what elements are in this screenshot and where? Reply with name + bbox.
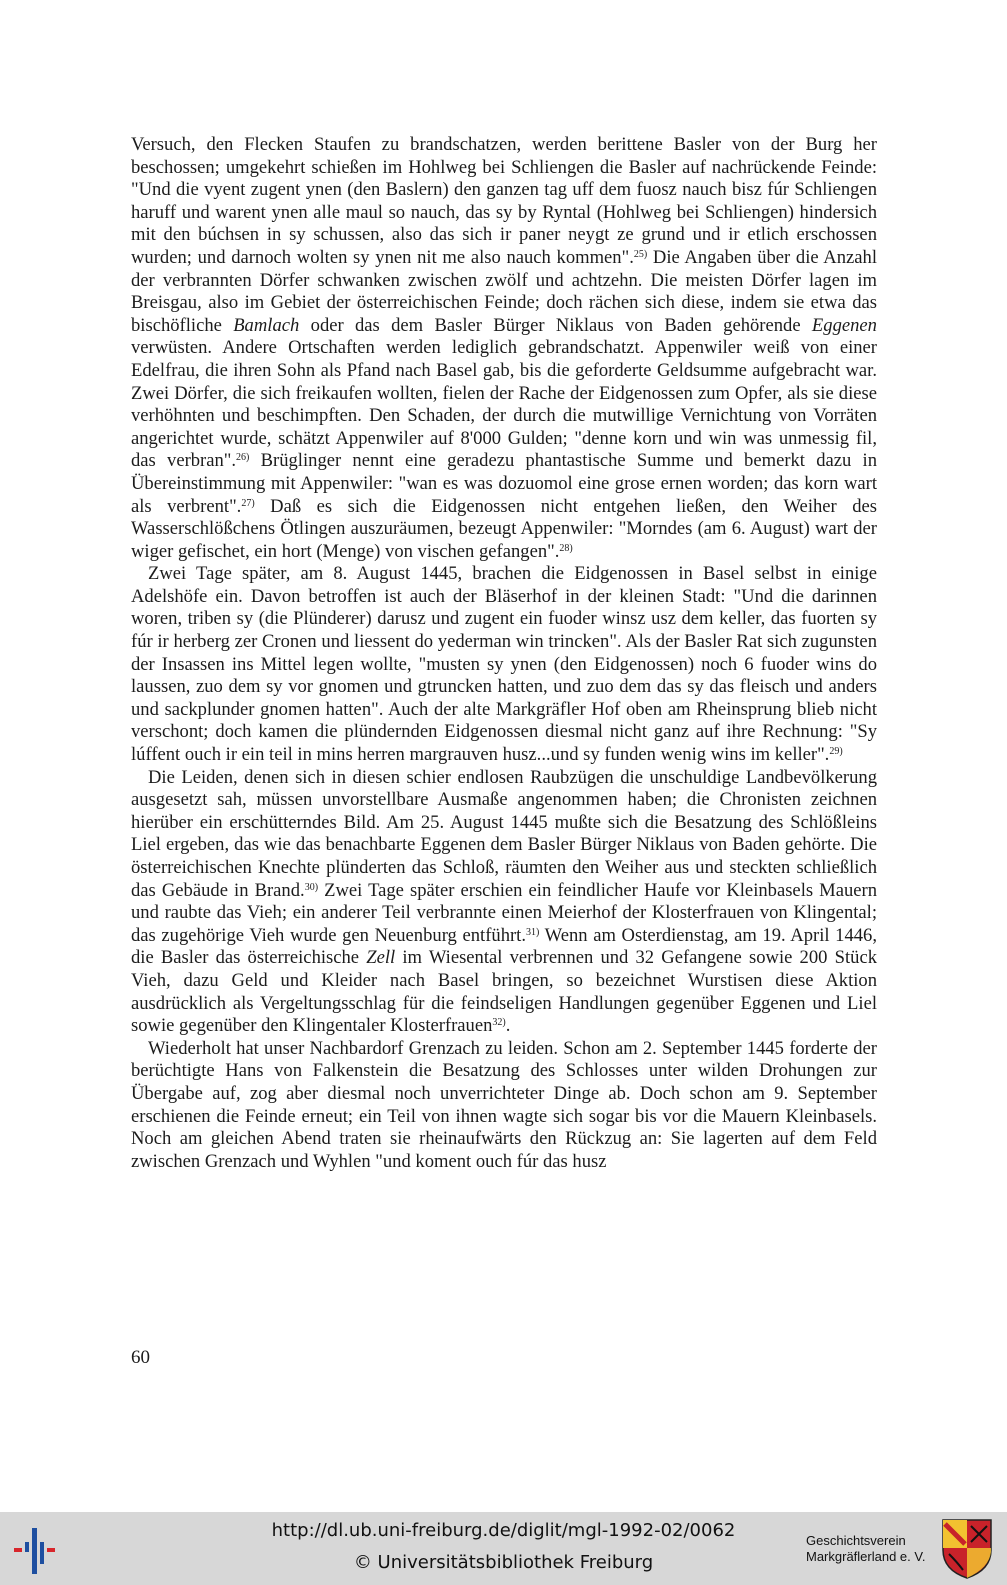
- text-run: Daß es sich die Eidgenossen nicht entgehen ließen, den Weiher des Wasserschlößchens Ötlingen auszuräumen, bezeugt Appenwiler: "Morndes (am 6. August) wart der wiger gefischet, ein hort (Menge) von vischen gefangen".: [131, 495, 877, 562]
- page-number: 60: [131, 1347, 150, 1368]
- italic-place-name: Eggenen: [811, 314, 877, 336]
- markgraeflerland-crest-icon: [941, 1518, 993, 1580]
- paragraph: [131, 134, 877, 563]
- text-run: im Wiesental verbrennen und 32 Gefangene sowie 200 Stück Vieh, dazu Geld und Kleider nach Basel bringen, so bezeichnet Wurstisen diese Aktion ausdrücklich als Vergeltungsschlag für die feindseligen Handlungen gegenüber Eggenen und Liel sowie gegenüber den Klingentaler Klosterfrauen: [131, 947, 877, 1037]
- text-run: Brüglinger nennt eine geradezu phantastische Summe und bemerkt dazu in Übereinstimmung mit Appenwiler: "wan es was dozuomol eine grose ernen worden; das korn wart als verbrent".: [131, 450, 877, 517]
- society-name: [806, 1533, 925, 1565]
- footnote-marker: 32): [492, 1017, 506, 1029]
- text-run: Zwei Tage später erschien ein feindlicher Haufe vor Kleinbasels Mauern und raubte das Vieh; ein anderer Teil verbrannte einen Meierhof der Klosterfrauen von Klingental; das zugehörige Vieh wurde gen Neuenburg entführt.: [131, 879, 878, 946]
- footnote-marker: 28): [559, 542, 573, 554]
- text-run: .: [505, 1015, 511, 1037]
- footer-copyright: © Universitätsbibliothek Freiburg: [353, 1552, 654, 1573]
- footnote-marker: 30): [304, 881, 319, 893]
- footnote-marker: 25): [633, 248, 648, 260]
- italic-place-name: Zell: [366, 947, 396, 969]
- paragraph: [131, 1038, 877, 1174]
- society-name-line1: Geschichtsverein: [806, 1533, 906, 1548]
- footnote-marker: 27): [241, 497, 255, 509]
- text-run: Die Angaben über die Anzahl der verbrannten Dörfer schwanken zwischen zwölf und achtzehn. Die meisten Dörfer lagen im Breisgau, also im Gebiet der österreichischen Feinde; doch rächen sich diese, indem sie etwa das bischöfliche: [131, 246, 877, 336]
- text-run: Zwei Tage später, am 8. August 1445, brachen die Eidgenossen in Basel selbst in einige Adelshöfe ein. Davon betroffen ist auch der Bläserhof in der kleinen Stadt: "Und die darinnen woren, triben sy (die Plünderer) darusz und zugent ein fuoder winsz usz dem keller, das fuorten sy fúr ir herberg zer Cronen und liessent do yederman win trincken". Als der Basler Rat sich zugunsten der Insassen ins Mittel legen wollte, "musten sy ynen (den Eidgenossen) noch 6 fuoder wins do laussen, zuo dem sy vor gnomen und gtruncken hatten, und zuo dem das sy das fleisch und anders und sackplunder gnomen hatten". Auch der alte Markgräfler Hof oben am Rheinsprung blieb nicht verschont; doch kamen die plündernden Eidgenossen diesmal nicht ganz auf ihre Rechnung: "Sy lúffent ouch ir ein teil in mins herren margrauven husz...und sy funden wenig wins im keller".: [131, 563, 877, 766]
- text-run: Versuch, den Flecken Staufen zu brandschatzen, werden berittene Basler von der Burg her beschossen; umgekehrt schießen im Hohlweg bei Schliengen die Basler auf nachrückende Feinde: "Und die vyent zugent ynen (den Baslern) den ganzen tag uff dem fuosz nauch bisz fúr Schliengen haruff und warent ynen alle maul so nauch, das sy by Ryntal (Hohlweg bei Schliengen) hindersich mit den búchsen in sy schussen, also das sich ir paner neygt ze grund und ir etlich erschossen wurden; und darnoch wolten sy ynen nit me also nauch kommen".: [131, 134, 877, 268]
- society-name-line2: Markgräflerland e. V.: [806, 1549, 926, 1564]
- text-run: Wiederholt hat unser Nachbardorf Grenzach zu leiden. Schon am 2. September 1445 forderte der berüchtigte Hans von Falkenstein die Besatzung des Schlosses unter wilden Drohungen zur Übergabe auf, zog aber diesmal noch unverrichteter Dinge ab. Doch schon am 9. September erschienen die Feinde erneut; ein Teil von ihnen wagte sich sogar bis vor die Mauern Kleinbasels. Noch am gleichen Abend traten sie rheinaufwärts den Rückzug an: Sie lagerten auf dem Feld zwischen Grenzach und Wyhlen "und koment ouch fúr das husz: [131, 1037, 877, 1172]
- footer-url-link[interactable]: http://dl.ub.uni-freiburg.de/diglit/mgl-1992-02/0062: [271, 1520, 736, 1541]
- text-run: Die Leiden, denen sich in diesen schier endlosen Raubzügen die unschuldige Landbevölkerung ausgesetzt sah, müssen unvorstellbare Ausmaße angenommen haben; die Chronisten zeichnen hierüber ein erschütterndes Bild. Am 25. August 1445 mußte sich die Besatzung des Schlößleins Liel ergeben, das wie das benachbarte Eggenen dem Basler Bürger Niklaus von Baden gehörte. Die österreichischen Knechte plünderten das Schloß, räumten den Weiher aus und steckten schließlich das Gebäude in Brand.: [131, 766, 877, 901]
- text-run: verwüsten. Andere Ortschaften werden lediglich gebrandschatzt. Appenwiler weiß von einer Edelfrau, die ihren Sohn als Pfand nach Basel gab, bis die geforderte Geldsumme aufgebracht war. Zwei Dörfer, die sich freikaufen wollten, fielen der Rache der Eidgenossen zum Opfer, als sie diese verhöhnten und beschimpften. Den Schaden, der durch die mutwillige Vernichtung von Vorräten angerichtet wurde, schätzt Appenwiler auf 8'000 Gulden; "denne korn und win was unmessig fil, das verbran".: [131, 337, 877, 472]
- paragraph: [131, 563, 877, 766]
- italic-place-name: Bamlach: [233, 314, 300, 336]
- footnote-marker: 31): [526, 926, 540, 938]
- text-run: Wenn am Osterdienstag, am 19. April 1446, die Basler das österreichische: [131, 924, 877, 969]
- footnote-marker: 26): [236, 452, 250, 464]
- text-run: oder das dem Basler Bürger Niklaus von Baden gehörende: [299, 314, 812, 336]
- footer-bar: [0, 1512, 1007, 1585]
- document-body: [131, 134, 877, 1173]
- footnote-marker: 29): [829, 746, 843, 758]
- paragraph: [131, 767, 877, 1038]
